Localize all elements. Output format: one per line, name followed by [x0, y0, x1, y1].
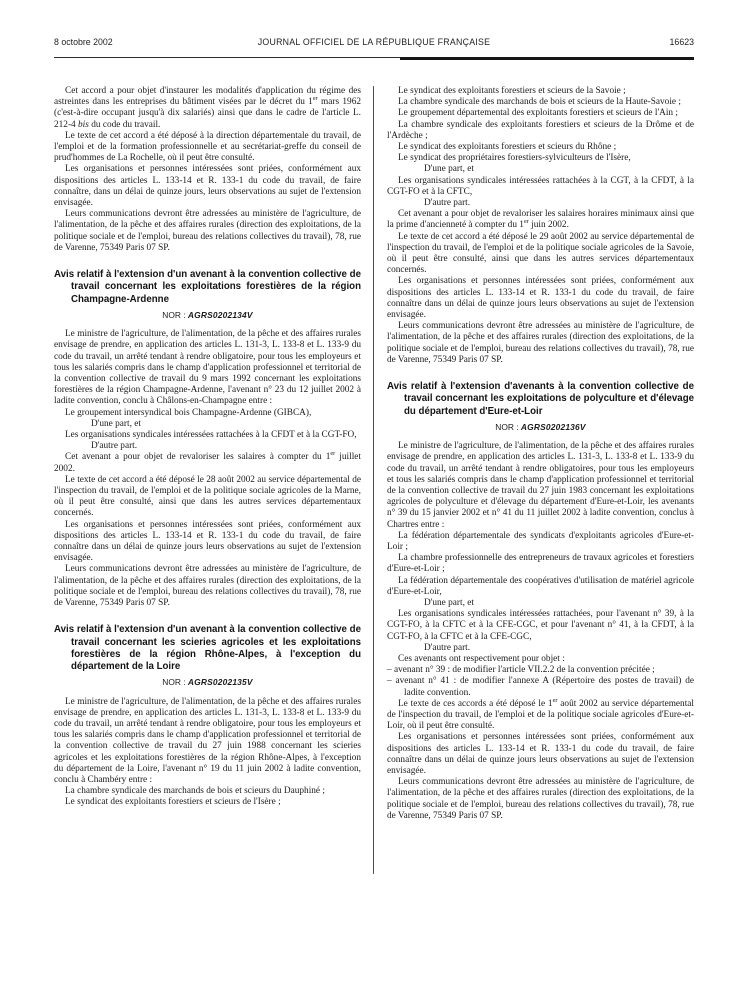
paragraph: Le syndicat des propriétaires forestiers-sylviculteurs de l'Isère, — [398, 153, 631, 164]
page-number: 16623 — [669, 37, 694, 47]
paragraph: Cet accord a pour objet d'instaurer les modalités d'application du régime des astreintes dans les entreprises du bâtiment visées par le décret du 1er mars 1962 (c'est-à-dire occupant jusqu'à dix salariés) ainsi que dans le cadre de l'article L. 212-4 bis du code du travail. — [54, 86, 361, 130]
paragraph: Ces avenants ont respectivement pour objet : — [398, 654, 565, 665]
paragraph: La chambre syndicale des exploitants forestiers et scieurs de la Drôme et de l'Ardèche ; — [387, 119, 694, 141]
paragraph: Cet avenant a pour objet de revaloriser les salaires horaires minimaux ainsi que la prime d'ancienneté à compter du 1er juin 2002. — [387, 209, 694, 231]
paragraph: La fédération départementale des syndicats d'exploitants agricoles d'Eure-et-Loir ; — [387, 530, 694, 552]
paragraph: Le ministre de l'agriculture, de l'alimentation, de la pêche et des affaires rurales envisage de prendre, en application des articles L. 131-3, L. 133-8 et L. 133-9 du code du travail, un arrêté tendant à rendre obligatoires, pour tous les employeurs et tous les salariés compris dans le champ d'application professionnel et territorial de la convention collective de travail du 27 juin 1983 concernant les exploitations agricoles de polyculture et d'élevage du département d'Eure-et-Loir, les avenants n° 39 du 15 janvier 2002 et n° 41 du 11 juillet 2002 à ladite convention, conclus à Chartres entre : — [387, 441, 694, 530]
paragraph: Le texte de cet accord a été déposé le 29 août 2002 au service départemental de l'inspection du travail, de l'emploi et de la politique sociale agricoles de la Savoie, où il peut être consulté, ainsi que dans les autres services départementaux concernés. — [387, 231, 694, 276]
paragraph: Les organisations et personnes intéressées sont priées, conformément aux dispositions des articles L. 133-14 et R. 133-1 du code du travail, de faire connaître dans un délai de quinze jours leurs observations au sujet de l'extension envisagée. — [54, 519, 361, 564]
nor-label: NOR : — [495, 421, 521, 432]
nor-line — [387, 422, 694, 433]
paragraph: Leurs communications devront être adressées au ministère de l'agriculture, de l'alimentation, de la pêche et des affaires rurales (direction des exploitations, de la politique sociale et de l'emploi, bureau des relations collectives du travail), 78, rue de Varenne, 75349 Paris 07 SP. — [54, 209, 361, 253]
paragraph: Le texte de cet accord a été déposé le 28 août 2002 au service départemental de l'inspection du travail, de l'emploi et de la politique sociale agricoles de la Marne, où il peut être consulté, ainsi que dans les autres services départementaux concernés. — [54, 474, 361, 519]
paragraph: Le texte de ces accords a été déposé le 1er août 2002 au service départemental de l'inspection du travail, de l'emploi et de la politique sociale agricoles d'Eure-et-Loir, où il peut être consulté. — [387, 696, 694, 732]
paragraph: Le groupement intersyndical bois Champagne-Ardenne (GIBCA), — [65, 407, 312, 418]
nor-code: AGRS0202136V — [520, 421, 586, 432]
paragraph: Les organisations et personnes intéressées sont priées, conformément aux dispositions des articles L. 133-14 et R. 133-1 du code du travail, de faire connaître dans un délai de quinze jours leurs observations au sujet de l'extension envisagée. — [387, 276, 694, 321]
section-heading: Avis relatif à l'extension d'un avenant à la convention collective de travail concernant les exploitations forestières de la région Champagne-Ardenne — [54, 269, 361, 305]
paragraph: Les organisations syndicales intéressées rattachées, pour l'avenant n° 39, à la CGT-FO, à la CFTC et à la CFE-CGC, et pour l'avenant n° 41, à la CFDT, à la CGT-FO, à la CFTC et à la CFE-CGC, — [387, 609, 694, 642]
left-column — [54, 86, 361, 809]
journal-title: JOURNAL OFFICIEL DE LA RÉPUBLIQUE FRANÇAISE — [257, 37, 491, 47]
paragraph: Le syndicat des exploitants forestiers et scieurs de l'Isère ; — [65, 797, 281, 808]
paragraph: La fédération départementale des coopératives d'utilisation de matériel agricole d'Eure-et-Loir, — [387, 575, 694, 597]
paragraph: D'une part, et — [424, 598, 474, 609]
paragraph: Le syndicat des exploitants forestiers et scieurs du Rhône ; — [398, 142, 617, 153]
nor-label: NOR : — [162, 309, 188, 320]
paragraph: Le ministre de l'agriculture, de l'alimentation, de la pêche et des affaires rurales envisage de prendre, en application des articles L. 131-3, L. 133-8 et L. 133-9 du code du travail, un arrêté tendant à rendre obligatoire, pour tous les employeurs et tous les salariés compris dans le champ d'application professionnel et territorial de la convention collective de travail du 9 mars 1992 concernant les exploitations forestières de la région Champagne-Ardenne, l'avenant n° 23 du 12 juillet 2002 à ladite convention, conclu à Châlons-en-Champagne entre : — [54, 329, 361, 407]
list-item: – avenant n° 41 : de modifier l'annexe A (Répertoire des postes de travail) de ladite convention. — [387, 676, 694, 698]
paragraph: Les organisations syndicales intéressées rattachées à la CGT, à la CFDT, à la CGT-FO et à la CFTC, — [387, 175, 694, 197]
paragraph: D'autre part. — [91, 441, 138, 452]
paragraph: Leurs communications devront être adressées au ministère de l'agriculture, de l'alimentation, de la pêche et des affaires rurales (direction des exploitations, de la politique sociale et de l'emploi, bureau des relations collectives du travail), 78, rue de Varenne, 75349 Paris 07 SP. — [387, 777, 694, 821]
paragraph: Le texte de cet accord a été déposé à la direction départementale du travail, de l'emploi et de la formation professionnelle et au secrétariat-greffe du conseil de prud'hommes de La Rochelle, où il peut être consulté. — [54, 130, 361, 164]
paragraph: D'autre part. — [424, 642, 471, 653]
paragraph: Leurs communications devront être adressées au ministère de l'agriculture, de l'alimentation, de la pêche et des affaires rurales (direction des exploitations, de la politique sociale et de l'emploi, bureau des relations collectives du travail), 78, rue de Varenne, 75349 Paris 07 SP. — [54, 564, 361, 609]
paragraph: Le groupement départemental des exploitants forestiers et scieurs de l'Ain ; — [398, 108, 678, 119]
paragraph: La chambre syndicale des marchands de bois et scieurs de la Haute-Savoie ; — [398, 97, 681, 108]
nor-line — [54, 310, 361, 321]
section-heading: Avis relatif à l'extension d'avenants à la convention collective de travail concernant les exploitations de polyculture et d'élevage du département d'Eure-et-Loir — [387, 381, 694, 417]
paragraph: La chambre syndicale des marchands de bois et scieurs du Dauphiné ; — [65, 786, 325, 797]
nor-code: AGRS0202135V — [187, 677, 253, 688]
paragraph: Le ministre de l'agriculture, de l'alimentation, de la pêche et des affaires rurales envisage de prendre, en application des articles L. 131-3, L. 133-8 et L. 133-9 du code du travail, un arrêté tendant à rendre obligatoire, pour tous les employeurs et tous les salariés compris dans le champ d'application professionnel et territorial de la convention collective de travail du 27 juin 1988 concernant les scieries agricoles et les exploitations forestières de la région Rhône-Alpes, à l'exception du département de la Loire, l'avenant n° 19 du 11 juin 2002 à ladite convention, conclu à Chambéry entre : — [54, 696, 361, 786]
section-heading: Avis relatif à l'extension d'un avenant à la convention collective de travail concernant les scieries agricoles et les exploitations forestières de la région Rhône-Alpes, à l'exception du département de la Loire — [54, 624, 361, 673]
right-column — [387, 86, 694, 822]
paragraph: D'autre part. — [424, 198, 471, 209]
paragraph: Les organisations et personnes intéressées sont priées, conformément aux dispositions des articles L. 133-14 et R. 133-1 du code du travail, de faire connaître dans un délai de quinze jours leurs observations au sujet de l'extension envisagée. — [387, 732, 694, 777]
paragraph: D'une part, et — [424, 164, 474, 175]
paragraph: Cet avenant a pour objet de revaloriser les salaires à compter du 1er juillet 2002. — [54, 450, 361, 474]
header-rule — [54, 56, 694, 60]
nor-code: AGRS0202134V — [187, 309, 253, 320]
paragraph: D'une part, et — [91, 418, 141, 429]
issue-date: 8 octobre 2002 — [54, 37, 113, 47]
list-item: – avenant n° 39 : de modifier l'article VII.2.2 de la convention précitée ; — [387, 665, 655, 676]
nor-label: NOR : — [162, 677, 188, 688]
nor-line — [54, 677, 361, 688]
paragraph: Le syndicat des exploitants forestiers et scieurs de la Savoie ; — [398, 86, 626, 96]
page-header — [54, 37, 694, 47]
column-divider — [373, 86, 374, 874]
paragraph: Les organisations syndicales intéressées rattachées à la CFDT et à la CGT-FO, — [65, 429, 357, 440]
paragraph: Leurs communications devront être adressées au ministère de l'agriculture, de l'alimentation, de la pêche et des affaires rurales (direction des exploitations, de la politique sociale et de l'emploi, bureau des relations collectives du travail), 78, rue de Varenne, 75349 Paris 07 SP. — [387, 321, 694, 365]
paragraph: La chambre professionnelle des entrepreneurs de travaux agricoles et forestiers d'Eure-et-Loir ; — [387, 553, 694, 575]
paragraph: Les organisations et personnes intéressées sont priées, conformément aux dispositions des articles L. 133-14 et R. 133-1 du code du travail, de faire connaître, dans un délai de quinze jours, leurs observations au sujet de l'extension envisagée. — [54, 164, 361, 209]
